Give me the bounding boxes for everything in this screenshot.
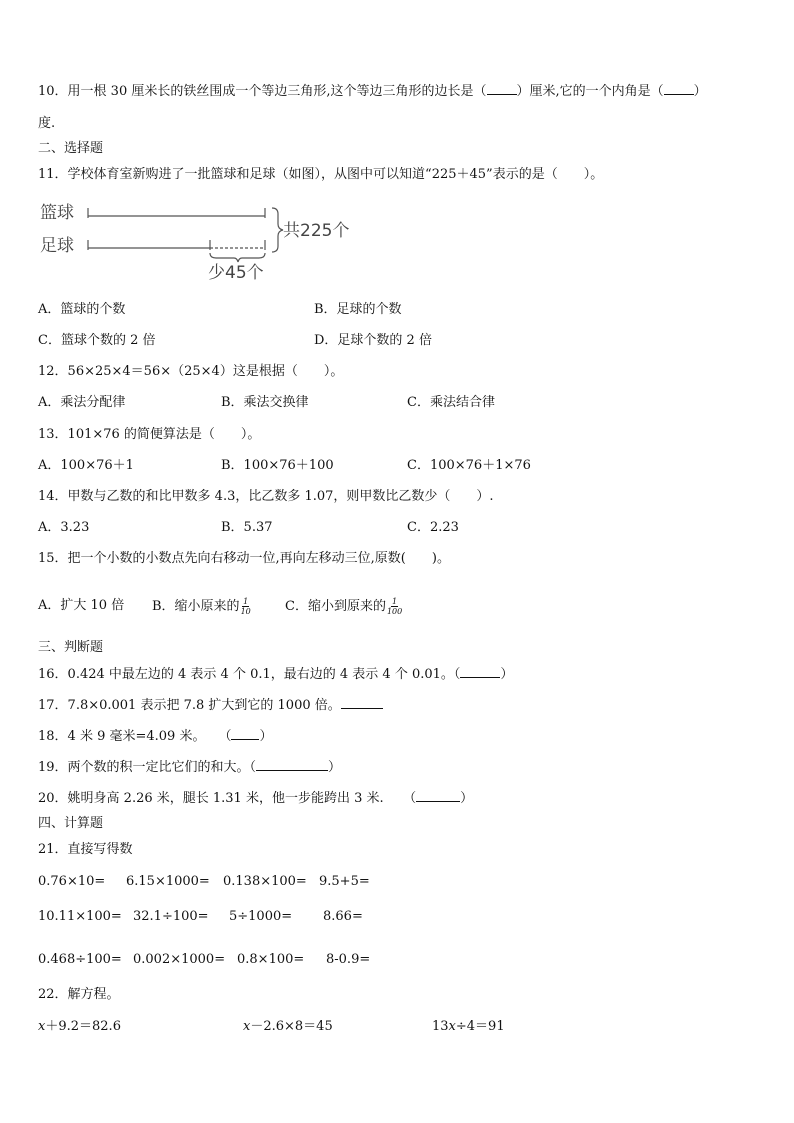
option-b[interactable]: B．足球的个数 xyxy=(314,302,402,317)
label-football: 足球 xyxy=(40,236,74,256)
option-c[interactable]: C．100×76＋1×76 xyxy=(407,458,531,473)
option-c[interactable]: C．乘法结合律 xyxy=(407,395,495,410)
option-c[interactable]: C．2.23 xyxy=(407,520,459,535)
calc-item: 8-0.9= xyxy=(326,952,371,967)
calc-item: 0.002×1000= xyxy=(133,952,226,967)
option-c[interactable] xyxy=(285,597,402,616)
question-15: 15．把一个小数的小数点先向右移动一位,再向左移动三位,原数( )。 xyxy=(38,551,450,566)
calc-item: 10.11×100= xyxy=(38,909,122,924)
label-total-225: 共225个 xyxy=(283,221,350,241)
option-a[interactable]: A．篮球的个数 xyxy=(38,302,126,317)
question-number: 10． xyxy=(38,84,68,99)
label-less-45: 少45个 xyxy=(208,263,264,283)
fraction-numerator: 1 xyxy=(392,597,398,606)
question-21: 21．直接写得数 xyxy=(38,842,133,857)
question-20 xyxy=(38,789,473,808)
option-b[interactable]: B．乘法交换律 xyxy=(221,395,309,410)
variable-x: x xyxy=(448,1019,456,1034)
question-text: 16．0.424 中最左边的 4 表示 4 个 0.1，最右边的 4 表示 4 个 0.01。（ xyxy=(38,667,461,682)
question-text: ）厘米,它的一个内角是（ xyxy=(516,84,664,99)
calc-item: 5÷1000= xyxy=(229,909,293,924)
answer-blank[interactable] xyxy=(256,758,328,771)
fraction-denominator: 10 xyxy=(240,607,251,616)
label-basketball: 篮球 xyxy=(40,203,74,223)
calc-item: 0.138×100= xyxy=(223,874,307,889)
equation-text: －2.6×8＝45 xyxy=(250,1019,333,1034)
option-text: C．缩小到原来的 xyxy=(285,599,386,614)
fraction-numerator: 1 xyxy=(243,597,249,606)
option-a[interactable]: A．扩大 10 倍 xyxy=(38,598,125,613)
question-10 xyxy=(38,82,707,101)
calc-item: 32.1÷100= xyxy=(133,909,209,924)
question-text: 用一根 30 厘米长的铁丝围成一个等边三角形,这个等边三角形的边长是（ xyxy=(67,84,487,99)
option-b[interactable] xyxy=(152,597,251,616)
equation-text: ＋9.2＝82.6 xyxy=(45,1019,121,1034)
equation-1 xyxy=(38,1018,121,1036)
option-a[interactable]: A．100×76＋1 xyxy=(38,458,134,473)
equation-text: 13 xyxy=(432,1019,449,1034)
answer-blank[interactable] xyxy=(664,82,694,95)
fraction-one-hundredth xyxy=(387,597,402,616)
question-text: ） xyxy=(259,729,273,744)
calc-item: 8.66= xyxy=(323,909,363,924)
option-c[interactable]: C．篮球个数的 2 倍 xyxy=(38,333,156,348)
section-heading-judgement: 三、判断题 xyxy=(38,640,104,655)
answer-blank[interactable] xyxy=(416,789,460,802)
fraction-denominator: 100 xyxy=(386,607,403,616)
question-14: 14．甲数与乙数的和比甲数多 4.3，比乙数多 1.07，则甲数比乙数少（ ）. xyxy=(38,489,494,504)
answer-blank[interactable] xyxy=(487,82,517,95)
question-text: ） xyxy=(460,791,474,806)
equation-2 xyxy=(243,1018,333,1036)
question-text: 20．姚明身高 2.26 米，腿长 1.31 米，他一步能跨出 3 米. （ xyxy=(38,791,417,806)
option-b[interactable]: B．100×76＋100 xyxy=(221,458,334,473)
option-a[interactable]: A．3.23 xyxy=(38,520,90,535)
question-11: 11．学校体育室新购进了一批篮球和足球（如图），从图中可以知道“225＋45”表示的是（ ）。 xyxy=(38,167,604,182)
question-text: ） xyxy=(693,84,707,99)
variable-x: x xyxy=(38,1019,46,1034)
answer-blank[interactable] xyxy=(341,696,383,709)
option-a[interactable]: A．乘法分配律 xyxy=(38,395,126,410)
question-22: 22．解方程。 xyxy=(38,987,120,1002)
question-19 xyxy=(38,758,341,777)
fraction-one-tenth xyxy=(241,597,251,616)
calc-item: 0.8×100= xyxy=(237,952,305,967)
question-12: 12．56×25×4＝56×（25×4）这是根据（ ）。 xyxy=(38,364,344,379)
equation-text: ÷4＝91 xyxy=(455,1019,505,1034)
equation-3 xyxy=(432,1018,505,1036)
question-text: ） xyxy=(328,760,342,775)
question-17 xyxy=(38,696,383,715)
question-text: 19．两个数的积一定比它们的和大。（ xyxy=(38,760,257,775)
option-b[interactable]: B．5.37 xyxy=(221,520,273,535)
question-13: 13．101×76 的简便算法是（ ）。 xyxy=(38,427,261,442)
question-18 xyxy=(38,727,272,746)
section-heading-calculation: 四、计算题 xyxy=(38,816,104,831)
calc-item: 0.76×10= xyxy=(38,874,106,889)
question-text: 18．4 米 9 毫米=4.09 米。 （ xyxy=(38,729,232,744)
question-text: 17．7.8×0.001 表示把 7.8 扩大到它的 1000 倍。 xyxy=(38,698,341,713)
section-heading-choice: 二、选择题 xyxy=(38,141,104,156)
question-text: ） xyxy=(500,667,514,682)
bar-diagram xyxy=(38,196,358,286)
variable-x: x xyxy=(243,1019,251,1034)
question-16 xyxy=(38,665,513,684)
calc-item: 6.15×1000= xyxy=(126,874,210,889)
answer-blank[interactable] xyxy=(460,665,500,678)
calc-item: 9.5+5= xyxy=(319,874,370,889)
option-d[interactable]: D．足球个数的 2 倍 xyxy=(314,333,432,348)
question-10-continued: 度. xyxy=(38,116,56,131)
calc-item: 0.468÷100= xyxy=(38,952,122,967)
answer-blank[interactable] xyxy=(231,727,259,740)
option-text: B．缩小原来的 xyxy=(152,599,240,614)
